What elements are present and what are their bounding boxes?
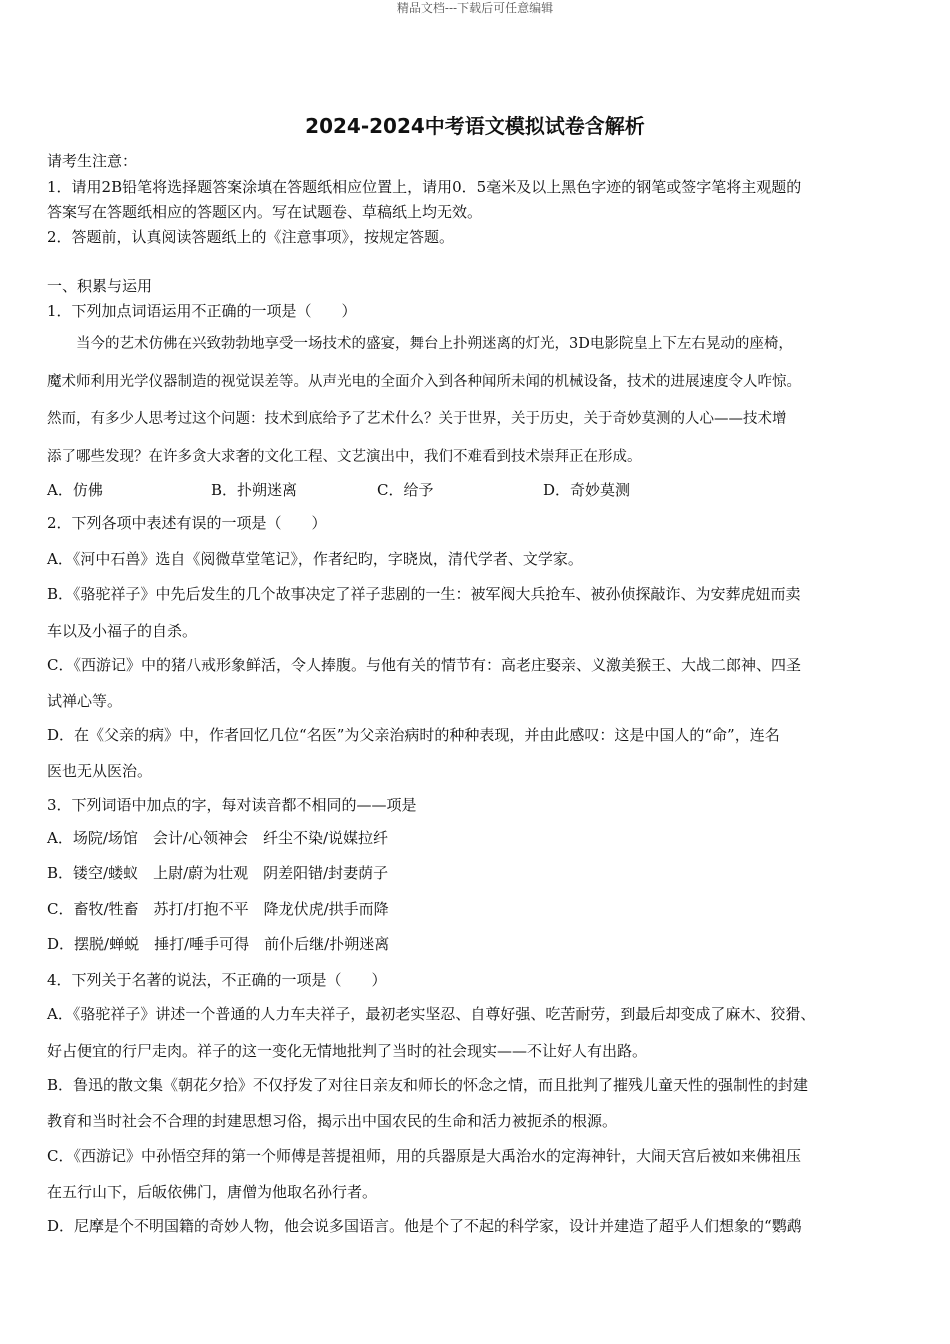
header-note: 精品文档---下载后可任意编辑: [396, 1, 554, 15]
q1-passage-line-2: 魔术师利用光学仪器制造的视觉误差等。从声光电的全面介入到各种闻所未闻的机械设备，技术的进展速度令人咋惊。: [47, 374, 801, 390]
q1-option-d: D．奇妙莫测: [543, 481, 631, 499]
notice-heading: 请考生注意：: [47, 152, 138, 170]
q4-option-b-line-1: B．鲁迅的散文集《朝花夕拾》不仅抒发了对往日亲友和师长的怀念之情，而且批判了摧残儿童天性的强制性的封建: [47, 1076, 809, 1094]
q4-option-c-line-2: 在五行山下，后皈依佛门，唐僧为他取名孙行者。: [47, 1183, 378, 1201]
notice-item-1-line-1: 1．请用2B铅笔将选择题答案涂填在答题纸相应位置上，请用0．5毫米及以上黑色字迹的钢笔或签字笔将主观题的: [47, 178, 802, 196]
q4-option-a-line-1: A．《骆驼祥子》讲述一个普通的人力车夫祥子，最初老实坚忍、自尊好强、吃苦耐劳，到最后却变成了麻木、狡猾、: [47, 1005, 816, 1023]
q1-passage-line-1: 当今的艺术仿佛在兴致勃勃地享受一场技术的盛宴，舞台上扑朔迷离的灯光，3D电影院皇上下左右晃动的座椅，: [47, 336, 793, 352]
q3-option-b: B．镂空/蝼蚁 上尉/蔚为壮观 阴差阳错/封妻荫子: [47, 864, 389, 882]
q1-option-b: B．扑朔迷离: [211, 481, 298, 499]
q4-option-c-line-1: C．《西游记》中孙悟空拜的第一个师傅是菩提祖师，用的兵器原是大禹治水的定海神针，大闹天宫后被如来佛祖压: [47, 1147, 801, 1165]
page-title: 2024-2024中考语文模拟试卷含解析: [305, 114, 645, 138]
q1-option-c: C．给予: [377, 481, 434, 499]
q2-option-c-line-2: 试禅心等。: [47, 692, 123, 710]
q3-option-c: C．畜牧/牲畜 苏打/打抱不平 降龙伏虎/拱手而降: [47, 900, 389, 918]
section-heading: 一、积累与运用: [47, 277, 153, 295]
q2-option-a: A．《河中石兽》选自《阅微草堂笔记》，作者纪昀，字晓岚，清代学者、文学家。: [47, 550, 583, 568]
q2-option-b-line-1: B．《骆驼祥子》中先后发生的几个故事决定了祥子悲剧的一生：被军阀大兵抢车、被孙侦探敲诈、为安葬虎妞而卖: [47, 585, 801, 603]
q3-option-a: A．场院/场馆 会计/心领神会 纤尘不染/说媒拉纤: [47, 829, 388, 847]
q2-option-d-line-2: 医也无从医治。: [47, 762, 153, 780]
notice-item-2: 2．答题前，认真阅读答题纸上的《注意事项》，按规定答题。: [47, 228, 455, 246]
q4-option-b-line-2: 教育和当时社会不合理的封建思想习俗，揭示出中国农民的生命和活力被扼杀的根源。: [47, 1112, 618, 1130]
notice-item-1-line-2: 答案写在答题纸相应的答题区内。写在试题卷、草稿纸上均无效。: [47, 203, 483, 221]
q1-option-a: A．仿佛: [47, 481, 103, 499]
q1-stem: 1．下列加点词语运用不正确的一项是（ ）: [47, 302, 357, 320]
q4-option-a-line-2: 好占便宜的行尸走肉。祥子的这一变化无情地批判了当时的社会现实——不让好人有出路。: [47, 1042, 648, 1060]
q3-stem: 3．下列词语中加点的字，每对读音都不相同的——项是: [47, 796, 417, 814]
q2-option-b-line-2: 车以及小福子的自杀。: [47, 622, 198, 640]
q2-stem: 2．下列各项中表述有误的一项是（ ）: [47, 514, 327, 532]
q4-stem: 4．下列关于名著的说法，不正确的一项是（ ）: [47, 971, 387, 989]
q3-option-d: D．摆脱/蝉蜕 捶打/唾手可得 前仆后继/扑朔迷离: [47, 935, 390, 953]
q1-passage-line-3: 然而，有多少人思考过这个问题：技术到底给予了艺术什么？关于世界，关于历史，关于奇妙莫测的人心——技术增: [47, 411, 787, 427]
q2-option-d-line-1: D．在《父亲的病》中，作者回忆几位“名医”为父亲治病时的种种表现，并由此感叹：这是中国人的“命”，连名: [47, 726, 780, 744]
q1-passage-line-4: 添了哪些发现？在许多贪大求奢的文化工程、文艺演出中，我们不难看到技术崇拜正在形成。: [47, 449, 642, 465]
q2-option-c-line-1: C．《西游记》中的猪八戒形象鲜活，令人捧腹。与他有关的情节有：高老庄娶亲、义激美猴王、大战二郎神、四圣: [47, 656, 801, 674]
q4-option-d-line-1: D．尼摩是个不明国籍的奇妙人物，他会说多国语言。他是个了不起的科学家，设计并建造了超乎人们想象的“鹦鹉: [47, 1217, 802, 1235]
